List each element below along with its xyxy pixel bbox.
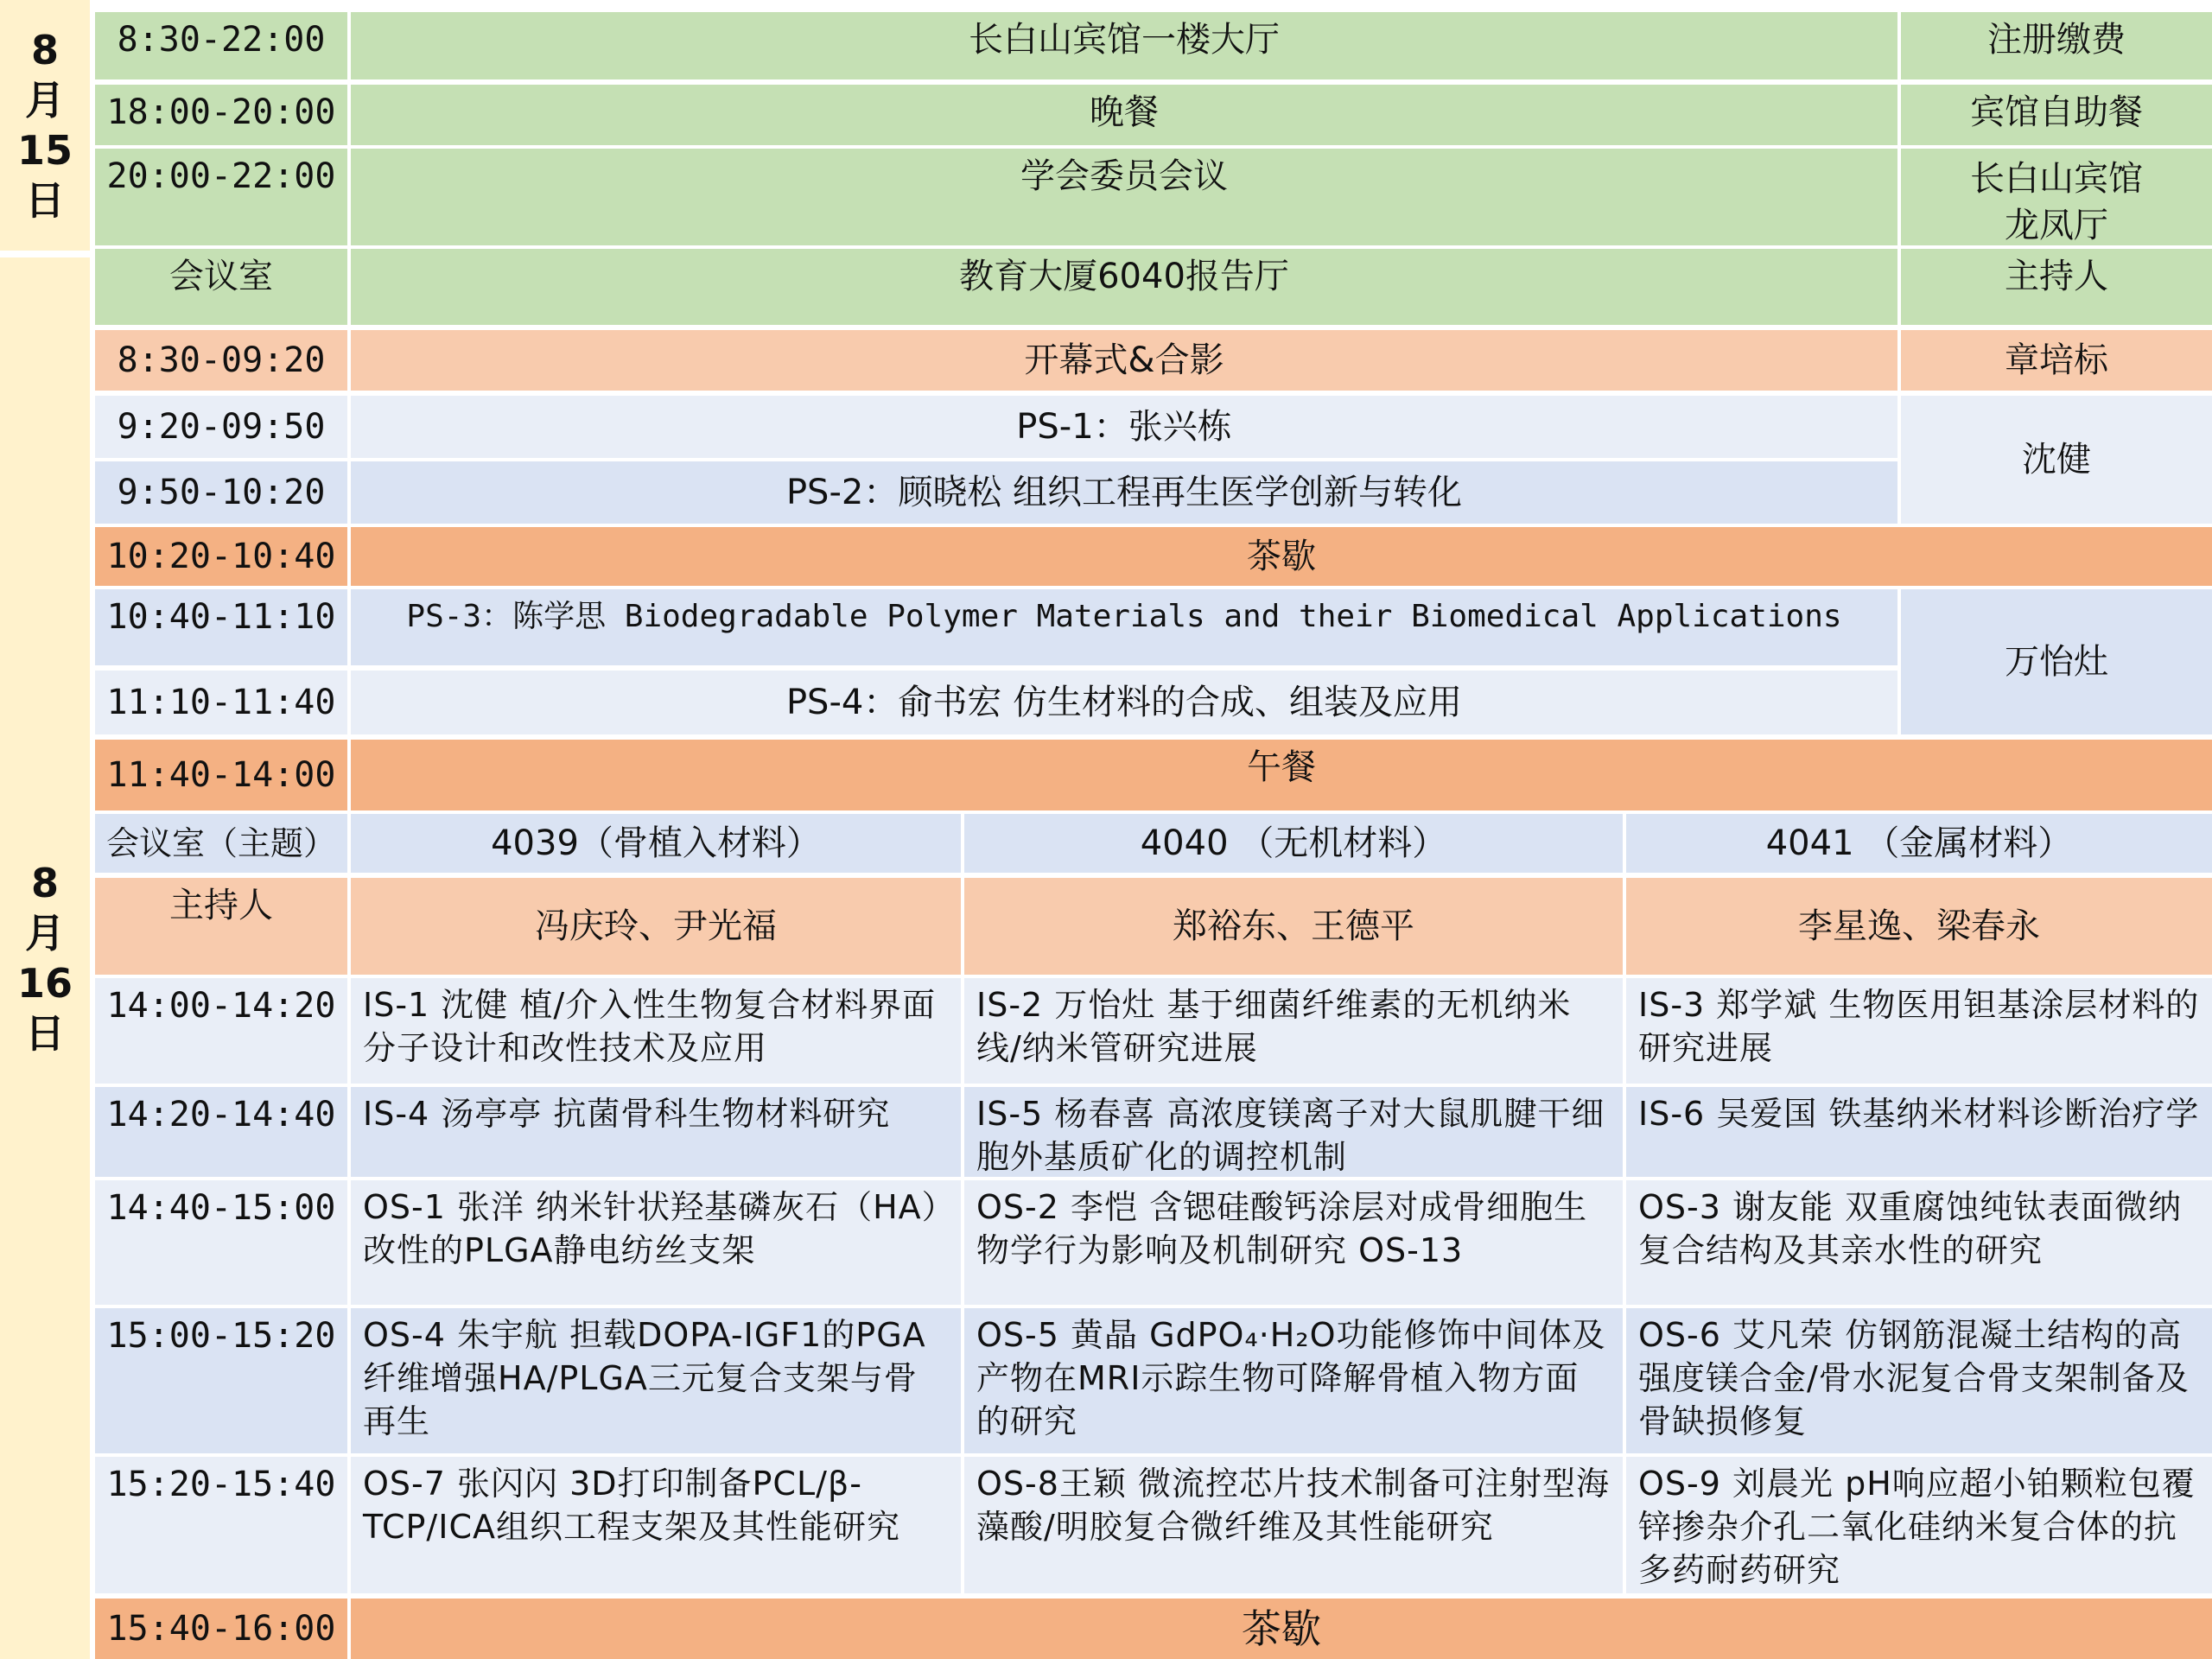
time-cell: 15:40-16:00 bbox=[95, 1599, 347, 1659]
room-4041: 4041 （金属材料） bbox=[1626, 814, 2212, 873]
talk-cell: IS-3 郑学斌 生物医用钽基涂层材料的研究进展 bbox=[1626, 978, 2212, 1084]
talk-cell: OS-8王颖 微流控芯片技术制备可注射型海藻酸/明胶复合微纤维及其性能研究 bbox=[964, 1457, 1623, 1593]
talk-cell: IS-4 汤亭亭 抗菌骨科生物材料研究 bbox=[351, 1087, 961, 1177]
break-cell: 茶歇 bbox=[351, 1599, 2212, 1659]
note-cell: 注册缴费 bbox=[1901, 12, 2212, 79]
hall-name: 教育大厦6040报告厅 bbox=[351, 249, 1897, 325]
host-cell: 郑裕东、王德平 bbox=[964, 878, 1623, 975]
time-cell: 14:00-14:20 bbox=[95, 978, 347, 1084]
room-4040: 4040 （无机材料） bbox=[964, 814, 1623, 873]
talk-cell: OS-7 张闪闪 3D打印制备PCL/β-TCP/ICA组织工程支架及其性能研究 bbox=[351, 1457, 961, 1593]
date-aug-16: 8 月 16 日 bbox=[0, 257, 90, 1659]
talk-cell: PS-4：俞书宏 仿生材料的合成、组装及应用 bbox=[351, 671, 1897, 734]
time-cell: 10:40-11:10 bbox=[95, 589, 347, 665]
time-cell: 11:40-14:00 bbox=[95, 740, 347, 810]
event-cell: 长白山宾馆一楼大厅 bbox=[351, 12, 1897, 79]
note-cell: 长白山宾馆 龙凤厅 bbox=[1901, 149, 2212, 245]
host-cell: 冯庆玲、尹光福 bbox=[351, 878, 961, 975]
room-topic-label: 会议室（主题） bbox=[95, 814, 347, 873]
host-cell: 万怡灶 bbox=[1901, 589, 2212, 734]
time-cell: 15:20-15:40 bbox=[95, 1457, 347, 1593]
talk-cell: PS-1：张兴栋 bbox=[351, 396, 1897, 458]
talk-cell: OS-6 艾凡荣 仿钢筋混凝土结构的高强度镁合金/骨水泥复合骨支架制备及骨缺损修复 bbox=[1626, 1308, 2212, 1453]
talk-cell: OS-5 黄晶 GdPO₄·H₂O功能修饰中间体及产物在MRI示踪生物可降解骨植入物方面的研究 bbox=[964, 1308, 1623, 1453]
talk-cell: PS-3：陈学思 Biodegradable Polymer Materials and their Biomedical Applications bbox=[351, 589, 1897, 665]
time-cell: 20:00-22:00 bbox=[95, 149, 347, 245]
room-label: 会议室 bbox=[95, 249, 347, 325]
talk-cell: IS-6 吴爱国 铁基纳米材料诊断治疗学 bbox=[1626, 1087, 2212, 1177]
time-cell: 10:20-10:40 bbox=[95, 527, 347, 586]
note-cell: 宾馆自助餐 bbox=[1901, 85, 2212, 145]
event-cell: 晚餐 bbox=[351, 85, 1897, 145]
date-aug-15: 8 月 15 日 bbox=[0, 0, 90, 251]
time-cell: 9:20-09:50 bbox=[95, 396, 347, 458]
time-cell: 8:30-22:00 bbox=[95, 12, 347, 79]
host-label: 主持人 bbox=[95, 878, 347, 975]
talk-cell: PS-2：顾晓松 组织工程再生医学创新与转化 bbox=[351, 461, 1897, 524]
room-4039: 4039（骨植入材料） bbox=[351, 814, 961, 873]
time-cell: 9:50-10:20 bbox=[95, 461, 347, 524]
talk-cell: IS-2 万怡灶 基于细菌纤维素的无机纳米线/纳米管研究进展 bbox=[964, 978, 1623, 1084]
event-cell: 学会委员会议 bbox=[351, 149, 1897, 245]
host-cell: 李星逸、梁春永 bbox=[1626, 878, 2212, 975]
time-cell: 14:20-14:40 bbox=[95, 1087, 347, 1177]
time-cell: 14:40-15:00 bbox=[95, 1180, 347, 1305]
talk-cell: OS-9 刘晨光 pH响应超小铂颗粒包覆锌掺杂介孔二氧化硅纳米复合体的抗多药耐药研究 bbox=[1626, 1457, 2212, 1593]
talk-cell: OS-1 张洋 纳米针状羟基磷灰石（HA）改性的PLGA静电纺丝支架 bbox=[351, 1180, 961, 1305]
host-cell: 章培标 bbox=[1901, 330, 2212, 391]
event-cell: 开幕式&合影 bbox=[351, 330, 1897, 391]
time-cell: 15:00-15:20 bbox=[95, 1308, 347, 1453]
break-cell: 茶歇 bbox=[351, 527, 2212, 586]
break-cell: 午餐 bbox=[351, 740, 2212, 810]
talk-cell: IS-1 沈健 植/介入性生物复合材料界面分子设计和改性技术及应用 bbox=[351, 978, 961, 1084]
talk-cell: OS-2 李恺 含锶硅酸钙涂层对成骨细胞生物学行为影响及机制研究 OS-13 bbox=[964, 1180, 1623, 1305]
time-cell: 11:10-11:40 bbox=[95, 671, 347, 734]
host-cell: 沈健 bbox=[1901, 396, 2212, 524]
time-cell: 18:00-20:00 bbox=[95, 85, 347, 145]
talk-cell: OS-3 谢友能 双重腐蚀纯钛表面微纳复合结构及其亲水性的研究 bbox=[1626, 1180, 2212, 1305]
talk-cell: IS-5 杨春喜 高浓度镁离子对大鼠肌腱干细胞外基质矿化的调控机制 bbox=[964, 1087, 1623, 1177]
talk-cell: OS-4 朱宇航 担载DOPA-IGF1的PGA纤维增强HA/PLGA三元复合支架与骨再生 bbox=[351, 1308, 961, 1453]
time-cell: 8:30-09:20 bbox=[95, 330, 347, 391]
host-label: 主持人 bbox=[1901, 249, 2212, 325]
